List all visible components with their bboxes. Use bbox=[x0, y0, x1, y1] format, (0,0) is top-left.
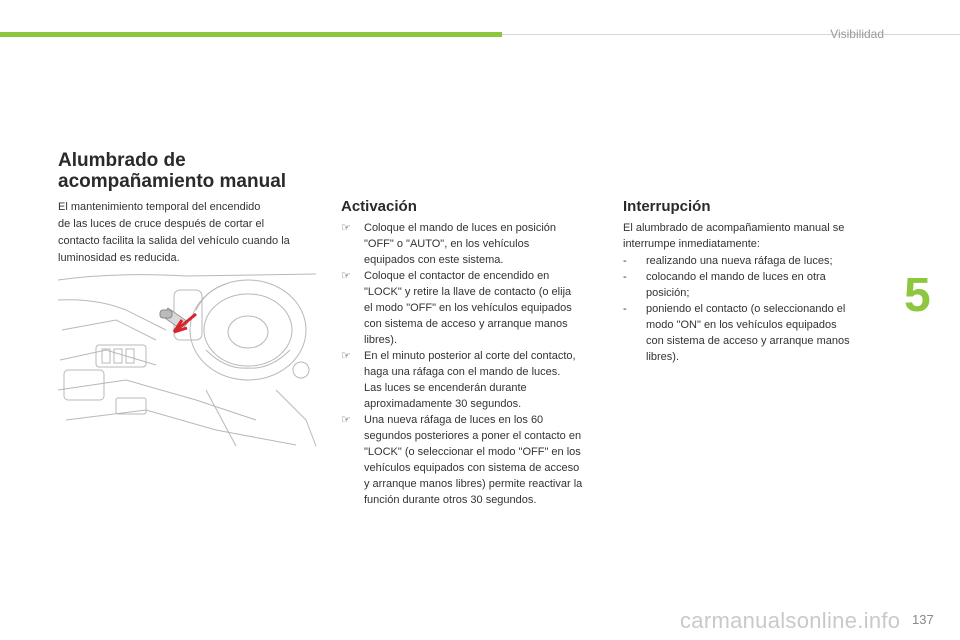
intro-paragraph bbox=[58, 199, 324, 267]
page-title-line: acompañamiento manual bbox=[58, 171, 287, 192]
activation-steps bbox=[341, 220, 605, 508]
list-line: realizando una nueva ráfaga de luces; bbox=[646, 255, 833, 267]
list-line: libres). bbox=[364, 334, 398, 346]
list-line: haga una ráfaga con el mando de luces. bbox=[364, 366, 561, 378]
list-line: Una nueva ráfaga de luces en los 60 bbox=[364, 414, 544, 426]
intro-line: El alumbrado de acompañamiento manual se bbox=[623, 222, 845, 234]
list-item bbox=[623, 253, 885, 269]
list-line: libres). bbox=[646, 351, 680, 363]
list-line: equipados con este sistema. bbox=[364, 254, 504, 266]
dash-marker: - bbox=[623, 255, 627, 267]
dash-marker: - bbox=[623, 271, 627, 283]
interruption-title: Interrupción bbox=[623, 198, 711, 215]
section-name: Visibilidad bbox=[830, 27, 884, 41]
list-line: Coloque el contactor de encendido en bbox=[364, 270, 550, 282]
page-title-line: Alumbrado de bbox=[58, 150, 186, 171]
intro-line: interrumpe inmediatamente: bbox=[623, 238, 760, 250]
list-line: colocando el mando de luces en otra bbox=[646, 271, 826, 283]
list-line: segundos posteriores a poner el contacto en bbox=[364, 430, 582, 442]
list-item bbox=[341, 412, 605, 508]
list-line: vehículos equipados con sistema de acceso bbox=[364, 462, 580, 474]
list-line: En el minuto posterior al corte del contacto, bbox=[364, 350, 576, 362]
list-item bbox=[341, 348, 605, 412]
list-line: función durante otros 30 segundos. bbox=[364, 494, 537, 506]
list-line: Coloque el mando de luces en posición bbox=[364, 222, 557, 234]
list-item bbox=[341, 220, 605, 268]
pointer-hand-icon: ☞ bbox=[341, 270, 351, 282]
pointer-hand-icon: ☞ bbox=[341, 414, 351, 426]
list-line: Las luces se encenderán durante bbox=[364, 382, 527, 394]
list-line: y arranque manos libres) permite reactivar la bbox=[364, 478, 583, 490]
list-line: aproximadamente 30 segundos. bbox=[364, 398, 522, 410]
intro-line: El mantenimiento temporal del encendido bbox=[58, 201, 261, 213]
pointer-hand-icon: ☞ bbox=[341, 350, 351, 362]
list-item bbox=[623, 269, 885, 301]
list-line: poniendo el contacto (o seleccionando el bbox=[646, 303, 846, 315]
intro-line: contacto facilita la salida del vehículo cuando la bbox=[58, 235, 290, 247]
intro-line: luminosidad es reducida. bbox=[58, 252, 180, 264]
list-line: el modo "OFF" en los vehículos equipados bbox=[364, 302, 572, 314]
header-accent-bar bbox=[0, 32, 502, 37]
list-line: "LOCK" y retire la llave de contacto (o elija bbox=[364, 286, 572, 298]
list-line: "OFF" o "AUTO", en los vehículos bbox=[364, 238, 530, 250]
header-rule bbox=[502, 34, 960, 35]
dashboard-illustration bbox=[56, 270, 318, 448]
chapter-number: 5 bbox=[904, 269, 931, 322]
dash-marker: - bbox=[623, 303, 627, 315]
list-item bbox=[623, 301, 885, 365]
list-line: modo "ON" en los vehículos equipados bbox=[646, 319, 837, 331]
list-line: "LOCK" (o seleccionar el modo "OFF" en los bbox=[364, 446, 581, 458]
activation-title: Activación bbox=[341, 198, 417, 215]
pointer-hand-icon: ☞ bbox=[341, 222, 351, 234]
interruption-intro bbox=[623, 220, 885, 252]
watermark: carmanualsonline.info bbox=[680, 608, 901, 633]
page-number: 137 bbox=[912, 612, 934, 627]
page-title bbox=[58, 150, 286, 192]
list-line: posición; bbox=[646, 287, 690, 299]
intro-line: de las luces de cruce después de cortar el bbox=[58, 218, 265, 230]
list-line: con sistema de acceso y arranque manos bbox=[646, 335, 850, 347]
list-item bbox=[341, 268, 605, 348]
interruption-list bbox=[623, 253, 885, 365]
list-line: con sistema de acceso y arranque manos bbox=[364, 318, 568, 330]
